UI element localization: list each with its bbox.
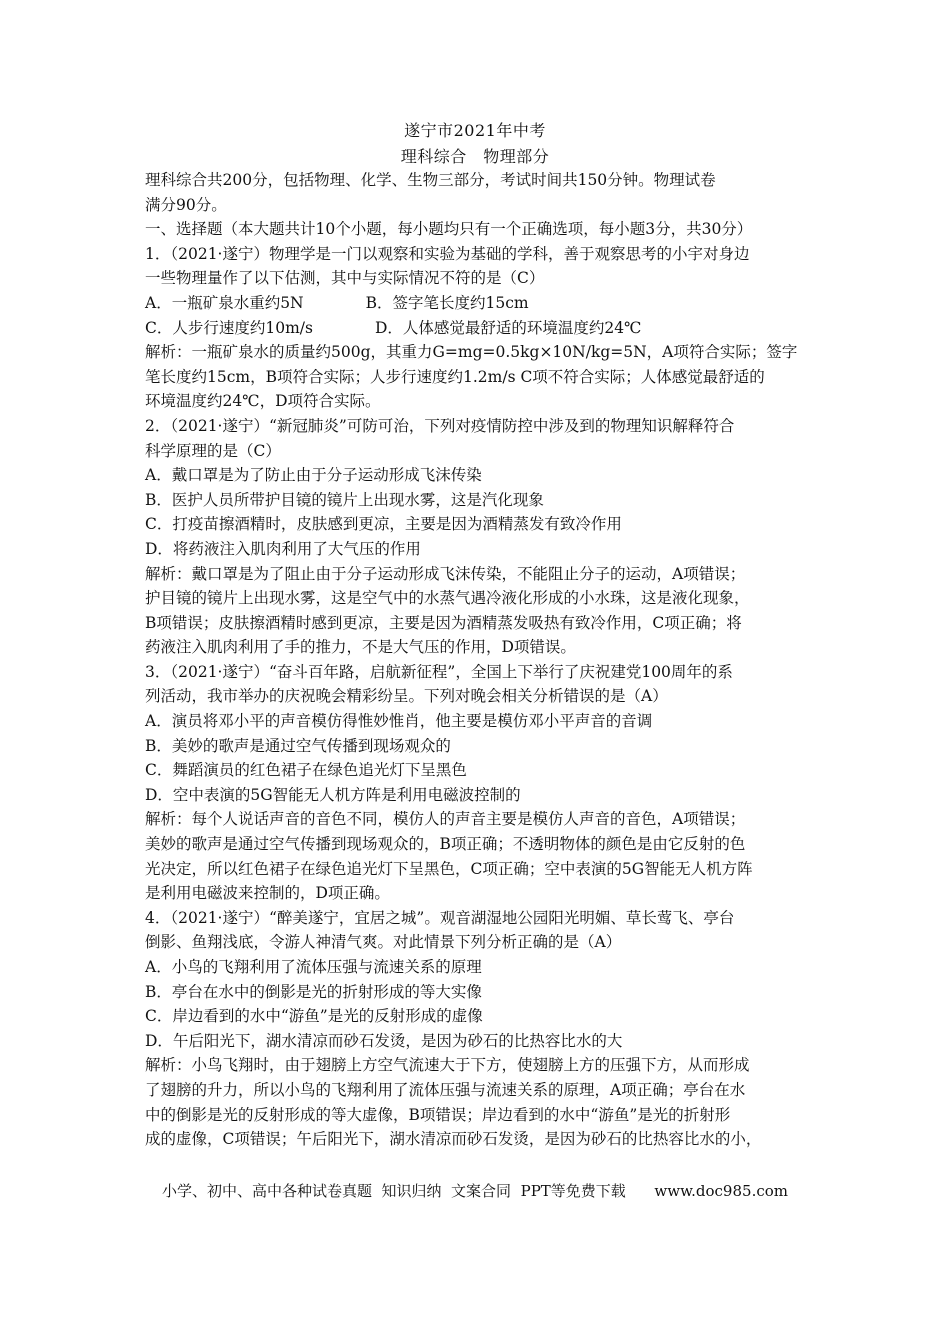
- analysis-line: 解析：戴口罩是为了阻止由于分子运动形成飞沫传染，不能阻止分子的运动，A项错误；: [145, 564, 746, 583]
- option-line: D．午后阳光下，湖水清凉而砂石发烫，是因为砂石的比热容比水的大: [145, 1031, 623, 1050]
- page-title: 遂宁市2021年中考: [404, 121, 546, 140]
- question-line: 3．（2021·遂宁）“奋斗百年路，启航新征程”，全国上下举行了庆祝建党100周年的系: [145, 662, 733, 681]
- analysis-line: 解析：每个人说话声音的音色不同，模仿人的声音主要是模仿人声音的音色，A项错误；: [145, 810, 746, 829]
- option-line: C．岸边看到的水中“游鱼”是光的反射形成的虚像: [145, 1007, 483, 1026]
- analysis-line: 笔长度约15cm，B项符合实际；人步行速度约1.2m/s C项不符合实际；人体感觉最舒适的: [145, 367, 765, 386]
- analysis-line: B项错误；皮肤擦酒精时感到更凉，主要是因为酒精蒸发吸热有致冷作用，C项正确；将: [145, 613, 742, 632]
- question-line: 倒影、鱼翔浅底，令游人神清气爽。对此情景下列分析正确的是（A）: [145, 933, 622, 952]
- option-line: B．美妙的歌声是通过空气传播到现场观众的: [145, 736, 451, 755]
- analysis-line: 是利用电磁波来控制的，D项正确。: [145, 884, 390, 903]
- analysis-line: 成的虚像，C项错误；午后阳光下，湖水清凉而砂石发烫，是因为砂石的比热容比水的小，: [145, 1130, 762, 1149]
- section-heading: 一、选择题（本大题共计10个小题，每小题均只有一个正确选项，每小题3分，共30分）: [145, 220, 753, 239]
- option-line: A．小鸟的飞翔利用了流体压强与流速关系的原理: [145, 958, 482, 976]
- question-line: 列活动，我市举办的庆祝晚会精彩纷呈。下列对晚会相关分析错误的是（A）: [145, 687, 668, 706]
- analysis-line: 解析：一瓶矿泉水的质量约500g，其重力G=mg=0.5kg×10N/kg=5N，A项符合实际；签字: [145, 343, 798, 362]
- option-line: D．空中表演的5G智能无人机方阵是利用电磁波控制的: [145, 785, 521, 804]
- text-line: 理科综合共200分，包括物理、化学、生物三部分，考试时间共150分钟。物理试卷: [145, 171, 716, 189]
- question-line: 科学原理的是（C）: [145, 441, 281, 460]
- analysis-line: 药液注入肌肉利用了手的推力，不是大气压的作用，D项错误。: [145, 638, 576, 657]
- option-line: B．亭台在水中的倒影是光的折射形成的等大实像: [145, 982, 482, 1001]
- option-line: C．人步行速度约10m/s D．人体感觉最舒适的环境温度约24℃: [145, 318, 642, 337]
- option-line: C．打疫苗擦酒精时，皮肤感到更凉，主要是因为酒精蒸发有致冷作用: [145, 515, 622, 534]
- page-subtitle: 理科综合 物理部分: [400, 147, 550, 166]
- page-footer: 小学、初中、高中各种试卷真题 知识归纳 文案合同 PPT等免费下载 www.doc985.com: [161, 1182, 788, 1200]
- option-line: C．舞蹈演员的红色裙子在绿色追光灯下呈黑色: [145, 761, 467, 780]
- option-line: A．演员将邓小平的声音模仿得惟妙惟肖，他主要是模仿邓小平声音的音调: [145, 712, 653, 731]
- question-line: 1．（2021·遂宁）物理学是一门以观察和实验为基础的学科，善于观察思考的小宇对身边: [145, 244, 750, 263]
- option-line: A．戴口罩是为了防止由于分子运动形成飞沫传染: [145, 466, 482, 485]
- text-line: 满分90分。: [145, 195, 227, 214]
- question-line: 一些物理量作了以下估测，其中与实际情况不符的是（C）: [145, 269, 545, 288]
- analysis-line: 美妙的歌声是通过空气传播到现场观众的，B项正确；不透明物体的颜色是由它反射的色: [145, 835, 746, 854]
- document-body: [145, 168, 810, 1152]
- analysis-line: 解析：小鸟飞翔时，由于翅膀上方空气流速大于下方，使翅膀上方的压强下方，从而形成: [145, 1056, 750, 1075]
- analysis-line: 光决定，所以红色裙子在绿色追光灯下呈黑色，C项正确；空中表演的5G智能无人机方阵: [145, 859, 753, 878]
- option-line: D．将药液注入肌肉利用了大气压的作用: [145, 539, 421, 558]
- analysis-line: 了翅膀的升力，所以小鸟的飞翔利用了流体压强与流速关系的原理，A项正确；亭台在水: [145, 1080, 746, 1099]
- analysis-line: 中的倒影是光的反射形成的等大虚像，B项错误；岸边看到的水中“游鱼”是光的折射形: [145, 1105, 731, 1124]
- question-line: 2．（2021·遂宁）“新冠肺炎”可防可治，下列对疫情防控中涉及到的物理知识解释符合: [145, 416, 735, 435]
- option-line: A．一瓶矿泉水重约5N B．签字笔长度约15cm: [145, 293, 529, 312]
- analysis-line: 护目镜的镜片上出现水雾，这是空气中的水蒸气遇冷液化形成的小水珠，这是液化现象，: [145, 589, 750, 608]
- option-line: B．医护人员所带护目镜的镜片上出现水雾，这是汽化现象: [145, 490, 544, 509]
- question-line: 4．（2021·遂宁）“醉美遂宁，宜居之城”。观音湖湿地公园阳光明媚、草长莺飞、亭台: [145, 908, 735, 927]
- analysis-line: 环境温度约24℃，D项符合实际。: [145, 392, 381, 411]
